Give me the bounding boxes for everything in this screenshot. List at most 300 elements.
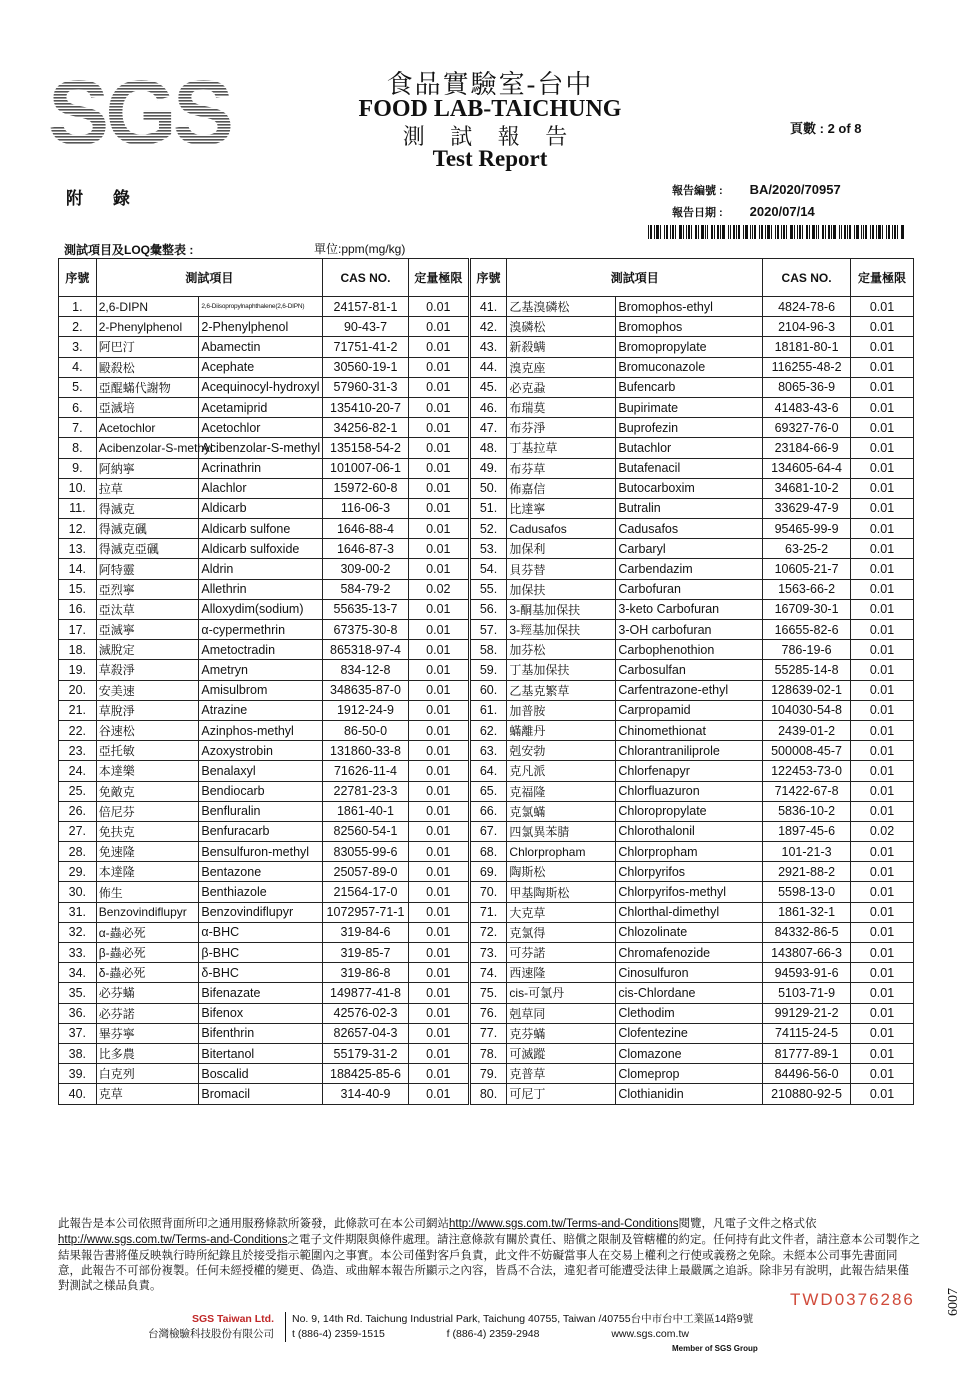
- cas-number: 24157-81-1: [323, 297, 409, 317]
- barcode-bar: [863, 225, 864, 239]
- item-name-en: Aldicarb sulfone: [199, 519, 323, 539]
- loq-value: 0.01: [408, 660, 469, 680]
- row-number: 46.: [469, 397, 507, 417]
- loq-value: 0.01: [408, 498, 469, 518]
- item-name-en: Buprofezin: [616, 418, 763, 438]
- barcode-bar: [849, 225, 851, 239]
- loq-value: 0.01: [408, 781, 469, 801]
- item-name-en: Benfuracarb: [199, 821, 323, 841]
- item-name-en: Acetamiprid: [199, 397, 323, 417]
- barcode-bar: [888, 225, 890, 239]
- item-name-en: Carfentrazone-ethyl: [616, 680, 763, 700]
- cas-number: 4824-78-6: [763, 297, 851, 317]
- table-row: [59, 720, 914, 740]
- item-name-zh: 阿巴汀: [96, 337, 199, 357]
- item-name-zh: 必芬蟎: [96, 983, 199, 1003]
- barcode-bar: [650, 225, 652, 239]
- cas-number: 94593-91-6: [763, 963, 851, 983]
- loq-value: 0.01: [408, 862, 469, 882]
- cas-number: 2439-01-2: [763, 720, 851, 740]
- col-no: 序號: [469, 259, 507, 297]
- loq-value: 0.01: [851, 297, 914, 317]
- item-name-en: Butocarboxim: [616, 478, 763, 498]
- loq-value: 0.01: [851, 357, 914, 377]
- loq-value: 0.01: [851, 862, 914, 882]
- loq-value: 0.01: [408, 640, 469, 660]
- barcode-bar: [771, 225, 772, 239]
- row-number: 20.: [59, 680, 97, 700]
- cas-number: 309-00-2: [323, 559, 409, 579]
- table-row: [59, 418, 914, 438]
- row-number: 28.: [59, 842, 97, 862]
- barcode-bar: [765, 225, 766, 239]
- barcode-bar: [733, 225, 735, 239]
- barcode-bar: [775, 225, 776, 239]
- row-number: 12.: [59, 519, 97, 539]
- loq-value: 0.01: [408, 599, 469, 619]
- item-name-en: Clomeprop: [616, 1064, 763, 1084]
- item-name-en: Bufencarb: [616, 377, 763, 397]
- report-date-value: 2020/07/14: [749, 204, 815, 219]
- barcode-bar: [666, 225, 668, 239]
- barcode-bar: [736, 225, 737, 239]
- row-number: 24.: [59, 761, 97, 781]
- cas-number: 34681-10-2: [763, 478, 851, 498]
- cas-number: 101007-06-1: [323, 458, 409, 478]
- loq-value: 0.01: [851, 337, 914, 357]
- loq-value: 0.01: [851, 1064, 914, 1084]
- col-cas: CAS NO.: [763, 259, 851, 297]
- row-number: 59.: [469, 660, 507, 680]
- item-name-zh: 滅脫定: [96, 640, 199, 660]
- row-number: 62.: [469, 720, 507, 740]
- item-name-zh: 亞汰草: [96, 599, 199, 619]
- item-name-en: Chinomethionat: [616, 720, 763, 740]
- loq-value: 0.01: [408, 438, 469, 458]
- loq-value: 0.01: [851, 377, 914, 397]
- barcode-bar: [714, 225, 715, 239]
- row-number: 31.: [59, 902, 97, 922]
- loq-value: 0.01: [851, 438, 914, 458]
- row-number: 55.: [469, 579, 507, 599]
- loq-value: 0.01: [851, 1003, 914, 1023]
- col-loq: 定量極限: [851, 259, 914, 297]
- row-number: 5.: [59, 377, 97, 397]
- barcode-bar: [786, 225, 787, 239]
- item-name-zh: 佈嘉信: [507, 478, 616, 498]
- item-name-zh: 谷速松: [96, 720, 199, 740]
- loq-value: 0.01: [851, 498, 914, 518]
- barcode-bar: [797, 225, 798, 239]
- item-name-en: Ametryn: [199, 660, 323, 680]
- item-name-en: Acibenzolar-S-methyl: [199, 438, 323, 458]
- disclaimer-text-1: 此報告是本公司依照背面所印之通用服務條款所簽發，此條款可在本公司網站: [58, 1216, 449, 1230]
- item-name-en: α-cypermethrin: [199, 620, 323, 640]
- cas-number: 786-19-6: [763, 640, 851, 660]
- disclaimer-text-2: 閱覽，凡電子文件之格式依: [678, 1216, 817, 1230]
- barcode-bar: [865, 225, 867, 239]
- cas-number: 865318-97-4: [323, 640, 409, 660]
- table-row: [59, 640, 914, 660]
- loq-value: 0.01: [408, 297, 469, 317]
- cas-number: 55285-14-8: [763, 660, 851, 680]
- cas-number: 86-50-0: [323, 720, 409, 740]
- row-number: 27.: [59, 821, 97, 841]
- row-number: 33.: [59, 943, 97, 963]
- table-row: [59, 902, 914, 922]
- item-name-en: Chlorpropham: [616, 842, 763, 862]
- page-number: [790, 118, 862, 137]
- cas-number: 1563-66-2: [763, 579, 851, 599]
- item-name-en: Benfluralin: [199, 801, 323, 821]
- loq-value: 0.01: [408, 902, 469, 922]
- cas-number: 82657-04-3: [323, 1023, 409, 1043]
- loq-value: 0.01: [408, 943, 469, 963]
- loq-value: 0.01: [851, 620, 914, 640]
- cas-number: 55179-31-2: [323, 1043, 409, 1063]
- barcode-bar: [828, 225, 830, 239]
- barcode-bar: [752, 225, 753, 239]
- item-name-en: Bendiocarb: [199, 781, 323, 801]
- item-name-en: Azoxystrobin: [199, 741, 323, 761]
- item-name-zh: 可尼丁: [507, 1084, 616, 1104]
- item-name-zh: 加保扶: [507, 579, 616, 599]
- item-name-zh: 得滅克碸: [96, 519, 199, 539]
- row-number: 34.: [59, 963, 97, 983]
- row-number: 37.: [59, 1023, 97, 1043]
- barcode-bar: [707, 225, 708, 239]
- item-name-zh: 亞托敏: [96, 741, 199, 761]
- item-name-en: Clomazone: [616, 1043, 763, 1063]
- item-name-en: Carbophenothion: [616, 640, 763, 660]
- barcode-bar: [701, 225, 704, 239]
- item-name-zh: 必克蝨: [507, 377, 616, 397]
- website: www.sgs.com.tw: [611, 1328, 689, 1340]
- cas-number: 1897-45-6: [763, 821, 851, 841]
- row-number: 43.: [469, 337, 507, 357]
- item-name-en: Chlorfenapyr: [616, 761, 763, 781]
- loq-value: 0.01: [408, 357, 469, 377]
- item-name-en: Boscalid: [199, 1064, 323, 1084]
- cas-number: 81777-89-1: [763, 1043, 851, 1063]
- row-number: 22.: [59, 720, 97, 740]
- item-name-en: α-BHC: [199, 922, 323, 942]
- item-name-en: Chlorpyrifos-methyl: [616, 882, 763, 902]
- barcode-bar: [818, 225, 819, 239]
- cas-number: 5836-10-2: [763, 801, 851, 821]
- item-name-zh: 加保利: [507, 539, 616, 559]
- cas-number: 2104-96-3: [763, 317, 851, 337]
- loq-value: 0.01: [408, 1084, 469, 1104]
- item-name-zh: 草脫淨: [96, 700, 199, 720]
- disclaimer-text-3: 之電子文件期限與條件處理。請注意條款有關於責任、賠償之限制及管轄權的約定。任何持有此文件者，請注意本公司製作之結果報告書將僅反映執行時所紀錄且於接受指示範圍內之事實。本公司僅對客戶負責，此文件不妨礙當事人在交易上權利之行使或義務之免除。未經本公司事先書面同意，此報告不可部份複製。任何未經授權的變更、偽造、或曲解本報告所顯示之內容，皆爲不合法，違犯者可能遭受法律上最嚴厲之追訴。除非另有說明，此報告結果僅對測試之樣品負責。: [58, 1232, 920, 1292]
- barcode-bar: [730, 225, 731, 239]
- barcode-bar: [698, 225, 699, 239]
- loq-value: 0.01: [408, 922, 469, 942]
- barcode-bar: [831, 225, 832, 239]
- terms-link[interactable]: http://www.sgs.com.tw/Terms-and-Conditions: [449, 1218, 679, 1230]
- contact-line: [292, 1327, 753, 1342]
- loq-value: 0.01: [851, 801, 914, 821]
- item-name-en: 2-Phenylphenol: [199, 317, 323, 337]
- item-name-en: Bromuconazole: [616, 357, 763, 377]
- loq-value: 0.01: [851, 882, 914, 902]
- loq-value: 0.01: [408, 1043, 469, 1063]
- telephone: t (886-4) 2359-1515: [292, 1328, 385, 1340]
- table-row: [59, 943, 914, 963]
- item-name-en: Bromacil: [199, 1084, 323, 1104]
- loq-value: 0.01: [851, 397, 914, 417]
- row-number: 75.: [469, 983, 507, 1003]
- company-address: No. 9, 14th Rd. Taichung Industrial Park, Taichung 40755, Taiwan /40755台中市台中工業區14路9號: [292, 1313, 754, 1325]
- item-name-zh: 2,6-DIPN: [96, 297, 199, 317]
- unit-label: 單位:ppm(mg/kg): [314, 242, 406, 256]
- cas-number: 2921-88-2: [763, 862, 851, 882]
- item-name-zh: 克氯得: [507, 922, 616, 942]
- row-number: 49.: [469, 458, 507, 478]
- barcode-bar: [822, 225, 824, 239]
- item-name-zh: 布芬淨: [507, 418, 616, 438]
- cas-number: 71626-11-4: [323, 761, 409, 781]
- item-name-en: Alloxydim(sodium): [199, 599, 323, 619]
- loq-value: 0.01: [408, 478, 469, 498]
- item-name-zh: 得滅克: [96, 498, 199, 518]
- loq-value: 0.01: [851, 1023, 914, 1043]
- row-number: 39.: [59, 1064, 97, 1084]
- row-number: 4.: [59, 357, 97, 377]
- item-name-zh: 佈生: [96, 882, 199, 902]
- row-number: 70.: [469, 882, 507, 902]
- cas-number: 18181-80-1: [763, 337, 851, 357]
- loq-value: 0.01: [851, 943, 914, 963]
- table-row: [59, 660, 914, 680]
- cas-number: 314-40-9: [323, 1084, 409, 1104]
- fax: f (886-4) 2359-2948: [446, 1328, 540, 1340]
- item-name-en: 3-keto Carbofuran: [616, 599, 763, 619]
- item-name-en: Bromophos-ethyl: [616, 297, 763, 317]
- row-number: 66.: [469, 801, 507, 821]
- cas-number: 584-79-2: [323, 579, 409, 599]
- loq-value: 0.01: [408, 741, 469, 761]
- row-number: 6.: [59, 397, 97, 417]
- item-name-zh: 免扶克: [96, 821, 199, 841]
- cas-number: 15972-60-8: [323, 478, 409, 498]
- loq-value: 0.01: [408, 720, 469, 740]
- barcode-bar: [825, 225, 826, 239]
- barcode-bar: [705, 225, 706, 239]
- table-row: [59, 438, 914, 458]
- terms-link-2[interactable]: http://www.sgs.com.tw/Terms-and-Conditions: [58, 1234, 288, 1246]
- cas-number: 25057-89-0: [323, 862, 409, 882]
- row-number: 54.: [469, 559, 507, 579]
- barcode-bar: [743, 225, 744, 239]
- row-number: 17.: [59, 620, 97, 640]
- cas-number: 5598-13-0: [763, 882, 851, 902]
- item-name-en: Benalaxyl: [199, 761, 323, 781]
- item-name-en: Chlozolinate: [616, 922, 763, 942]
- cas-number: 22781-23-3: [323, 781, 409, 801]
- loq-value: 0.01: [851, 842, 914, 862]
- item-name-zh: 貝芬替: [507, 559, 616, 579]
- loq-value: 0.01: [851, 720, 914, 740]
- item-name-zh: 亞滅寧: [96, 620, 199, 640]
- item-name-zh: Cadusafos: [507, 519, 616, 539]
- item-name-en: Azinphos-methyl: [199, 720, 323, 740]
- cas-number: 42576-02-3: [323, 1003, 409, 1023]
- barcode-bar: [897, 225, 898, 239]
- report-title-en: Test Report: [432, 146, 548, 171]
- item-name-zh: 3-羥基加保扶: [507, 620, 616, 640]
- page-value: 2 of 8: [827, 121, 862, 136]
- cas-number: 33629-47-9: [763, 498, 851, 518]
- table-row: [59, 700, 914, 720]
- loq-value: 0.01: [408, 801, 469, 821]
- loq-value: 0.01: [408, 700, 469, 720]
- row-number: 8.: [59, 438, 97, 458]
- barcode-bar: [711, 225, 713, 239]
- cas-number: 34256-82-1: [323, 418, 409, 438]
- item-name-zh: 毆殺松: [96, 357, 199, 377]
- row-number: 53.: [469, 539, 507, 559]
- svg-text:SGS: SGS: [47, 62, 231, 164]
- item-name-zh: 本達樂: [96, 761, 199, 781]
- cas-number: 319-86-8: [323, 963, 409, 983]
- item-name-en: Benthiazole: [199, 882, 323, 902]
- row-number: 32.: [59, 922, 97, 942]
- item-name-zh: Benzovindiflupyr: [96, 902, 199, 922]
- item-name-zh: Chlorpropham: [507, 842, 616, 862]
- row-number: 56.: [469, 599, 507, 619]
- barcode-bar: [683, 225, 684, 239]
- item-name-zh: α-蟲必死: [96, 922, 199, 942]
- barcode-bar: [794, 225, 795, 239]
- barcode-bar: [672, 225, 674, 239]
- barcode-bar: [688, 225, 690, 239]
- item-name-zh: 克氯蟎: [507, 801, 616, 821]
- item-name-zh: Acetochlor: [96, 418, 199, 438]
- item-name-zh: 阿納寧: [96, 458, 199, 478]
- item-name-en: Cinosulfuron: [616, 963, 763, 983]
- lab-name-zh: 食品實驗室-台中: [386, 70, 594, 99]
- cas-number: 84332-86-5: [763, 922, 851, 942]
- row-number: 16.: [59, 599, 97, 619]
- table-row: [59, 781, 914, 801]
- item-name-zh: 乙基溴磷松: [507, 297, 616, 317]
- barcode-bar: [761, 225, 763, 239]
- item-name-zh: 西速隆: [507, 963, 616, 983]
- item-name-en: Acrinathrin: [199, 458, 323, 478]
- item-name-en: Butralin: [616, 498, 763, 518]
- item-name-en: Clothianidin: [616, 1084, 763, 1104]
- row-number: 69.: [469, 862, 507, 882]
- row-number: 77.: [469, 1023, 507, 1043]
- cas-number: 143807-66-3: [763, 943, 851, 963]
- row-number: 13.: [59, 539, 97, 559]
- item-name-zh: 拉草: [96, 478, 199, 498]
- loq-value: 0.01: [408, 842, 469, 862]
- loq-value: 0.01: [851, 317, 914, 337]
- appendix-heading: 附 錄: [66, 189, 142, 209]
- table-row: [59, 397, 914, 417]
- row-number: 23.: [59, 741, 97, 761]
- item-name-en: Aldicarb: [199, 498, 323, 518]
- barcode-bar: [686, 225, 687, 239]
- loq-value: 0.01: [408, 337, 469, 357]
- table-row: [59, 519, 914, 539]
- barcode-bar: [882, 225, 883, 239]
- barcode-bar: [799, 225, 801, 239]
- item-name-en: Atrazine: [199, 700, 323, 720]
- row-number: 65.: [469, 781, 507, 801]
- row-number: 78.: [469, 1043, 507, 1063]
- member-of-group: Member of SGS Group: [672, 1344, 758, 1353]
- row-number: 30.: [59, 882, 97, 902]
- item-name-zh: 亞滅培: [96, 397, 199, 417]
- barcode-bar: [847, 225, 848, 239]
- item-name-en: Benzovindiflupyr: [199, 902, 323, 922]
- row-number: 60.: [469, 680, 507, 700]
- item-name-en: Chlorothalonil: [616, 821, 763, 841]
- loq-value: 0.01: [851, 1084, 914, 1104]
- item-name-en: Bupirimate: [616, 397, 763, 417]
- item-name-zh: 四氯異苯腈: [507, 821, 616, 841]
- report-date-label: 報告日期 :: [672, 207, 723, 219]
- report-number-value: BA/2020/70957: [749, 182, 841, 197]
- row-number: 72.: [469, 922, 507, 942]
- loq-value: 0.02: [851, 821, 914, 841]
- table-row: [59, 680, 914, 700]
- table-row: [59, 1043, 914, 1063]
- company-names: [116, 1312, 274, 1342]
- loq-value: 0.01: [408, 458, 469, 478]
- cas-number: 348635-87-0: [323, 680, 409, 700]
- item-name-en: Chromafenozide: [616, 943, 763, 963]
- loq-value: 0.01: [851, 1043, 914, 1063]
- item-name-en: Bromophos: [616, 317, 763, 337]
- item-name-zh: 得滅克亞碸: [96, 539, 199, 559]
- cas-number: 83055-99-6: [323, 842, 409, 862]
- table-row: [59, 922, 914, 942]
- item-name-zh: 丁基加保扶: [507, 660, 616, 680]
- barcode: [648, 225, 906, 239]
- item-name-zh: 倍尼芬: [96, 801, 199, 821]
- row-number: 68.: [469, 842, 507, 862]
- item-name-zh: 加芬松: [507, 640, 616, 660]
- cas-number: 116255-48-2: [763, 357, 851, 377]
- cas-number: 99129-21-2: [763, 1003, 851, 1023]
- item-name-zh: cis-可氯丹: [507, 983, 616, 1003]
- item-name-zh: β-蟲必死: [96, 943, 199, 963]
- item-name-en: Abamectin: [199, 337, 323, 357]
- loq-value: 0.01: [851, 781, 914, 801]
- cas-number: 5103-71-9: [763, 983, 851, 1003]
- cas-number: 71422-67-8: [763, 781, 851, 801]
- cas-number: 10605-21-7: [763, 559, 851, 579]
- cas-number: 90-43-7: [323, 317, 409, 337]
- item-name-en: Chlorthal-dimethyl: [616, 902, 763, 922]
- barcode-bar: [844, 225, 846, 239]
- company-name-zh: 台灣檢驗科技股份有限公司: [148, 1328, 274, 1340]
- barcode-bar: [878, 225, 881, 239]
- loq-value: 0.01: [408, 1023, 469, 1043]
- item-name-zh: 免敵克: [96, 781, 199, 801]
- cas-number: 69327-76-0: [763, 418, 851, 438]
- loq-value: 0.01: [408, 519, 469, 539]
- item-name-en: Ametoctradin: [199, 640, 323, 660]
- barcode-bar: [679, 225, 682, 239]
- row-number: 73.: [469, 943, 507, 963]
- cas-number: 1646-87-3: [323, 539, 409, 559]
